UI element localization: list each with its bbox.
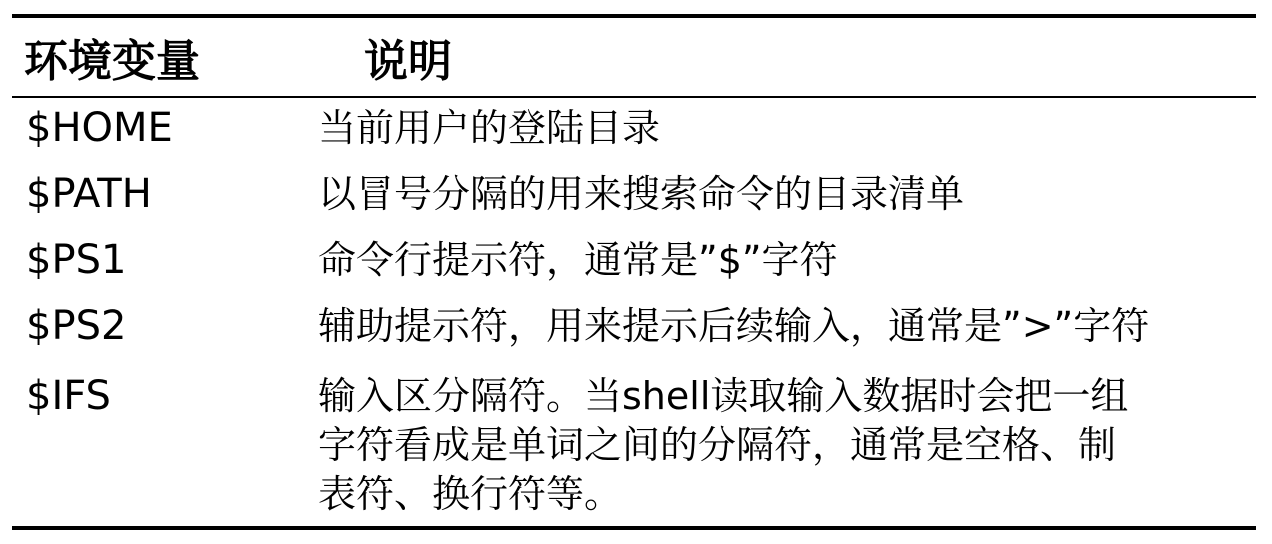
variable-name: $PS2: [26, 303, 127, 349]
header-variable: 环境变量: [24, 36, 200, 87]
variable-description: 辅助提示符，用来提示后续输入，通常是”>”字符: [318, 304, 1150, 348]
variable-description: 以冒号分隔的用来搜索命令的目录清单: [318, 172, 965, 216]
variable-name: $PS1: [26, 237, 127, 283]
table-row: [12, 170, 1256, 236]
variable-description: 当前用户的登陆目录: [318, 106, 661, 150]
env-variables-table: [12, 14, 1256, 530]
table-bottom-rule: [12, 526, 1256, 530]
variable-name: $HOME: [26, 105, 173, 151]
table-row: [12, 372, 1256, 522]
table-row: [12, 104, 1256, 170]
variable-description: 命令行提示符，通常是”$”字符: [318, 238, 838, 282]
header-description: 说明: [364, 36, 452, 87]
table-header: [12, 18, 1256, 96]
table-row: [12, 236, 1256, 302]
variable-name: $IFS: [26, 373, 111, 419]
variable-description: 输入区分隔符。当shell读取输入数据时会把一组 字符看成是单词之间的分隔符，通常是空格、制 表符、换行符等。: [318, 374, 1129, 516]
table-row: [12, 302, 1256, 372]
table-body: [12, 98, 1256, 526]
variable-name: $PATH: [26, 171, 152, 217]
